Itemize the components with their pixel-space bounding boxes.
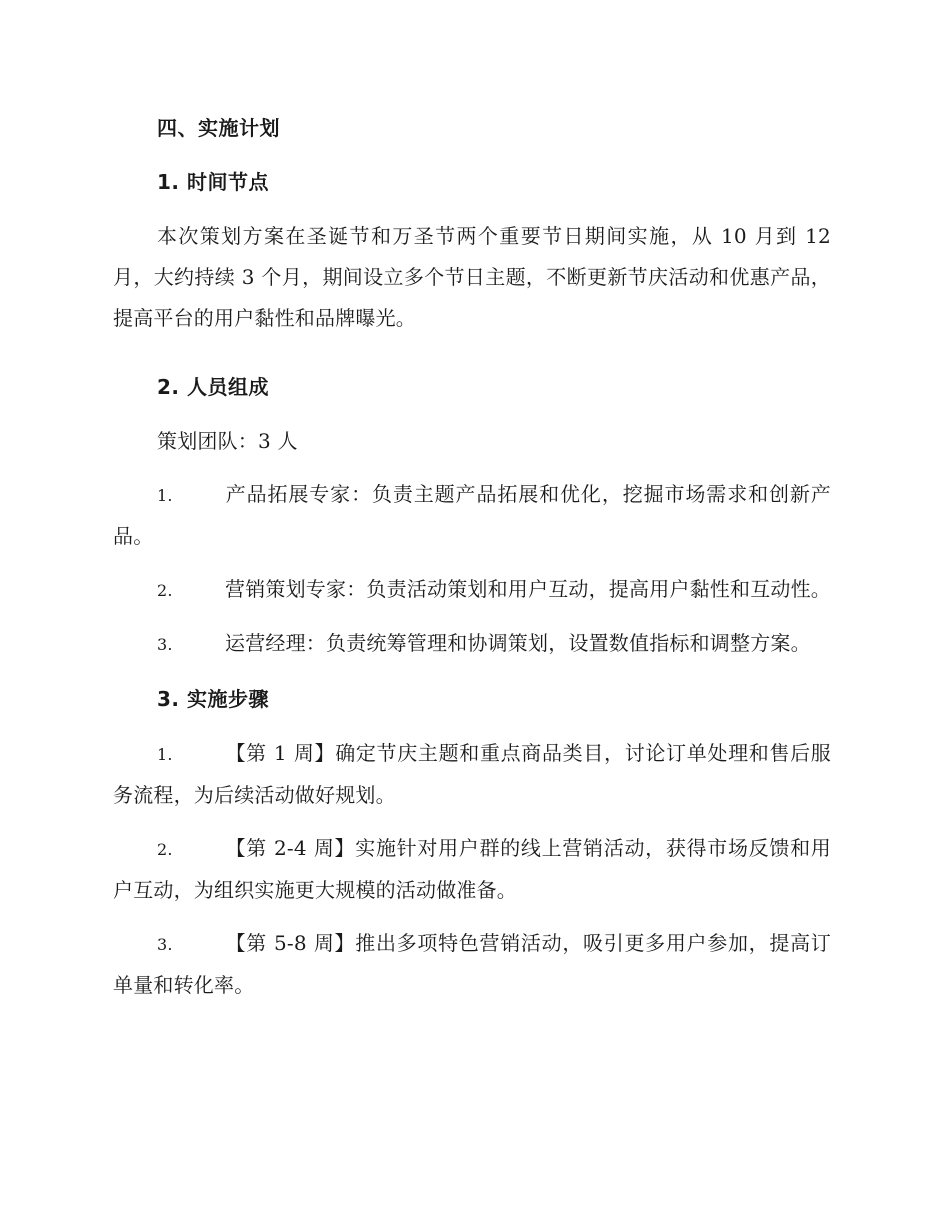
list-text: 【第 2-4 周】实施针对用户群的线上营销活动，获得市场反馈和用户互动，为组织实施更大规模的活动做准备。	[113, 836, 831, 902]
list-item	[113, 569, 831, 611]
staff-heading: 2. 人员组成	[157, 375, 269, 399]
list-item	[113, 923, 831, 1006]
list-text: 【第 1 周】确定节庆主题和重点商品类目，讨论订单处理和售后服务流程，为后续活动做好规划。	[113, 741, 831, 807]
list-number: 2.	[157, 581, 173, 600]
timeline-paragraph: 本次策划方案在圣诞节和万圣节两个重要节日期间实施，从 10 月到 12 月，大约持续 3 个月，期间设立多个节日主题，不断更新节庆活动和优惠产品，提高平台的用户黏性和品牌曝光。	[113, 224, 831, 330]
list-text: 【第 5-8 周】推出多项特色营销活动，吸引更多用户参加，提高订单量和转化率。	[113, 931, 831, 997]
team-size-line: 策划团队：3 人	[157, 429, 298, 453]
list-number: 3.	[157, 935, 173, 954]
list-number: 3.	[157, 635, 173, 654]
list-text: 运营经理：负责统筹管理和协调策划，设置数值指标和调整方案。	[225, 631, 811, 655]
document-body	[113, 108, 831, 1018]
list-item	[113, 623, 831, 665]
list-item	[113, 828, 831, 911]
list-item	[113, 474, 831, 557]
list-text: 产品拓展专家：负责主题产品拓展和优化，挖掘市场需求和创新产品。	[113, 482, 831, 548]
steps-heading: 3. 实施步骤	[157, 687, 269, 711]
timeline-heading: 1. 时间节点	[157, 170, 269, 194]
list-number: 2.	[157, 840, 173, 859]
list-number: 1.	[157, 745, 173, 764]
list-number: 1.	[157, 486, 173, 505]
list-item	[113, 733, 831, 816]
section-title: 四、实施计划	[157, 116, 280, 140]
list-text: 营销策划专家：负责活动策划和用户互动，提高用户黏性和互动性。	[225, 577, 831, 601]
